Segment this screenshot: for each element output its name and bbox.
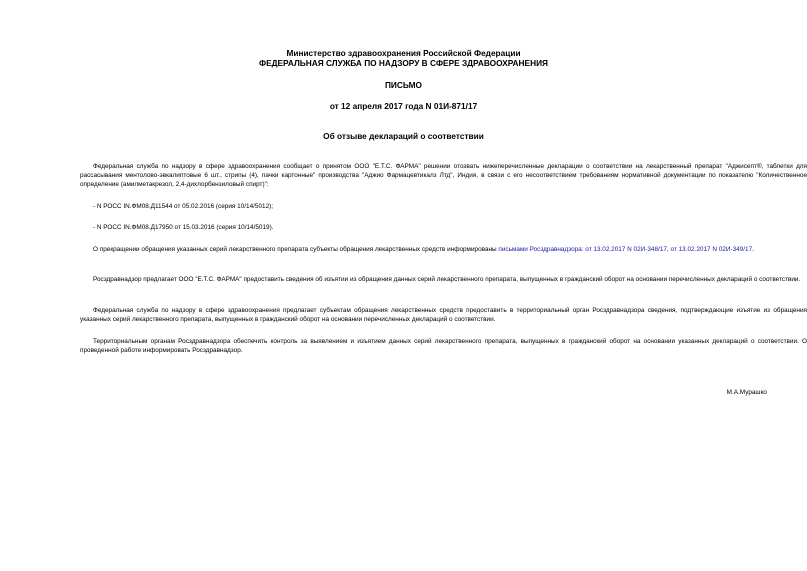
ministry-heading: Министерство здравоохранения Российской Федерации (286, 48, 521, 58)
paragraph-territorial-control: Территориальным органам Росздравнадзора обеспечить контроль за выявлением и изъятием данных серий лекарственного препарата, выпущенных в гражданский оборот на основании указанных деклараций о соответствии. О проведенной работе информировать Росздравнадзор. (80, 338, 807, 355)
date-number-heading: от 12 апреля 2017 года N 01И-871/17 (329, 101, 478, 111)
paragraph-declaration-2: - N РОСС IN.ФМ08.Д17950 от 15.03.2016 (серия 10/14/5019). (93, 224, 274, 231)
paragraph-proposal-company: Росздравнадзор предлагает ООО "Е.Т.С. ФАРМА" предоставить сведения об изъятии из обращения данных серий лекарственного препарата, выпущенных в гражданский оборот на основании перечисленных деклараций о соответствии. (93, 276, 801, 283)
roszdravnadzor-letters-link[interactable]: письмами Росздравнадзора: от 13.02.2017 N 02И-348/17, от 13.02.2017 N 02И-349/17 (498, 246, 753, 253)
paragraph-circulation-stop (80, 245, 807, 254)
paragraph-circulation-text: О прекращении обращения указанных серий лекарственного препарата субъекты обращения лекарственных средств информированы (93, 246, 499, 253)
paragraph-declaration-1: - N РОСС IN.ФМ08.Д11544 от 05.02.2016 (серия 10/14/5012); (93, 203, 274, 210)
paragraph-proposal-subjects: Федеральная служба по надзору в сфере здравоохранения предлагает субъектам обращения лекарственных средств предоставить в территориальный орган Росздравнадзора сведения, подтверждающие изъятие из обращения указанных серий лекарственного препарата, выпущенных в гражданский оборот на основании перечисленных деклараций о соответствии. (80, 307, 807, 324)
paragraph-intro: Федеральная служба по надзору в сфере здравоохранения сообщает о принятом ООО "Е.Т.С. ФАРМА" решении отозвать нижеперечисленные декларации о соответствии на лекарственный препарат "Аджисепт®, таблетки для рассасывания ментолово-эвкалиптовые 6 шт., стрипы (4), пачки картонные" производства "Аджио Фармацевтикалз Лтд", Индия, в связи с его несоответствием требованиям нормативной документации по показателю "Количественное определение (амилметакрезол, 2,4-дихлорбензиловый спирт)": (80, 163, 807, 189)
document-type-heading: ПИСЬМО (384, 80, 423, 90)
subject-heading: Об отзыве деклараций о соответствии (323, 131, 484, 141)
paragraph-circulation-end: . (752, 246, 754, 253)
service-heading: ФЕДЕРАЛЬНАЯ СЛУЖБА ПО НАДЗОРУ В СФЕРЕ ЗДРАВООХРАНЕНИЯ (259, 58, 548, 68)
signature-name: М.А.Мурашко (726, 389, 767, 396)
